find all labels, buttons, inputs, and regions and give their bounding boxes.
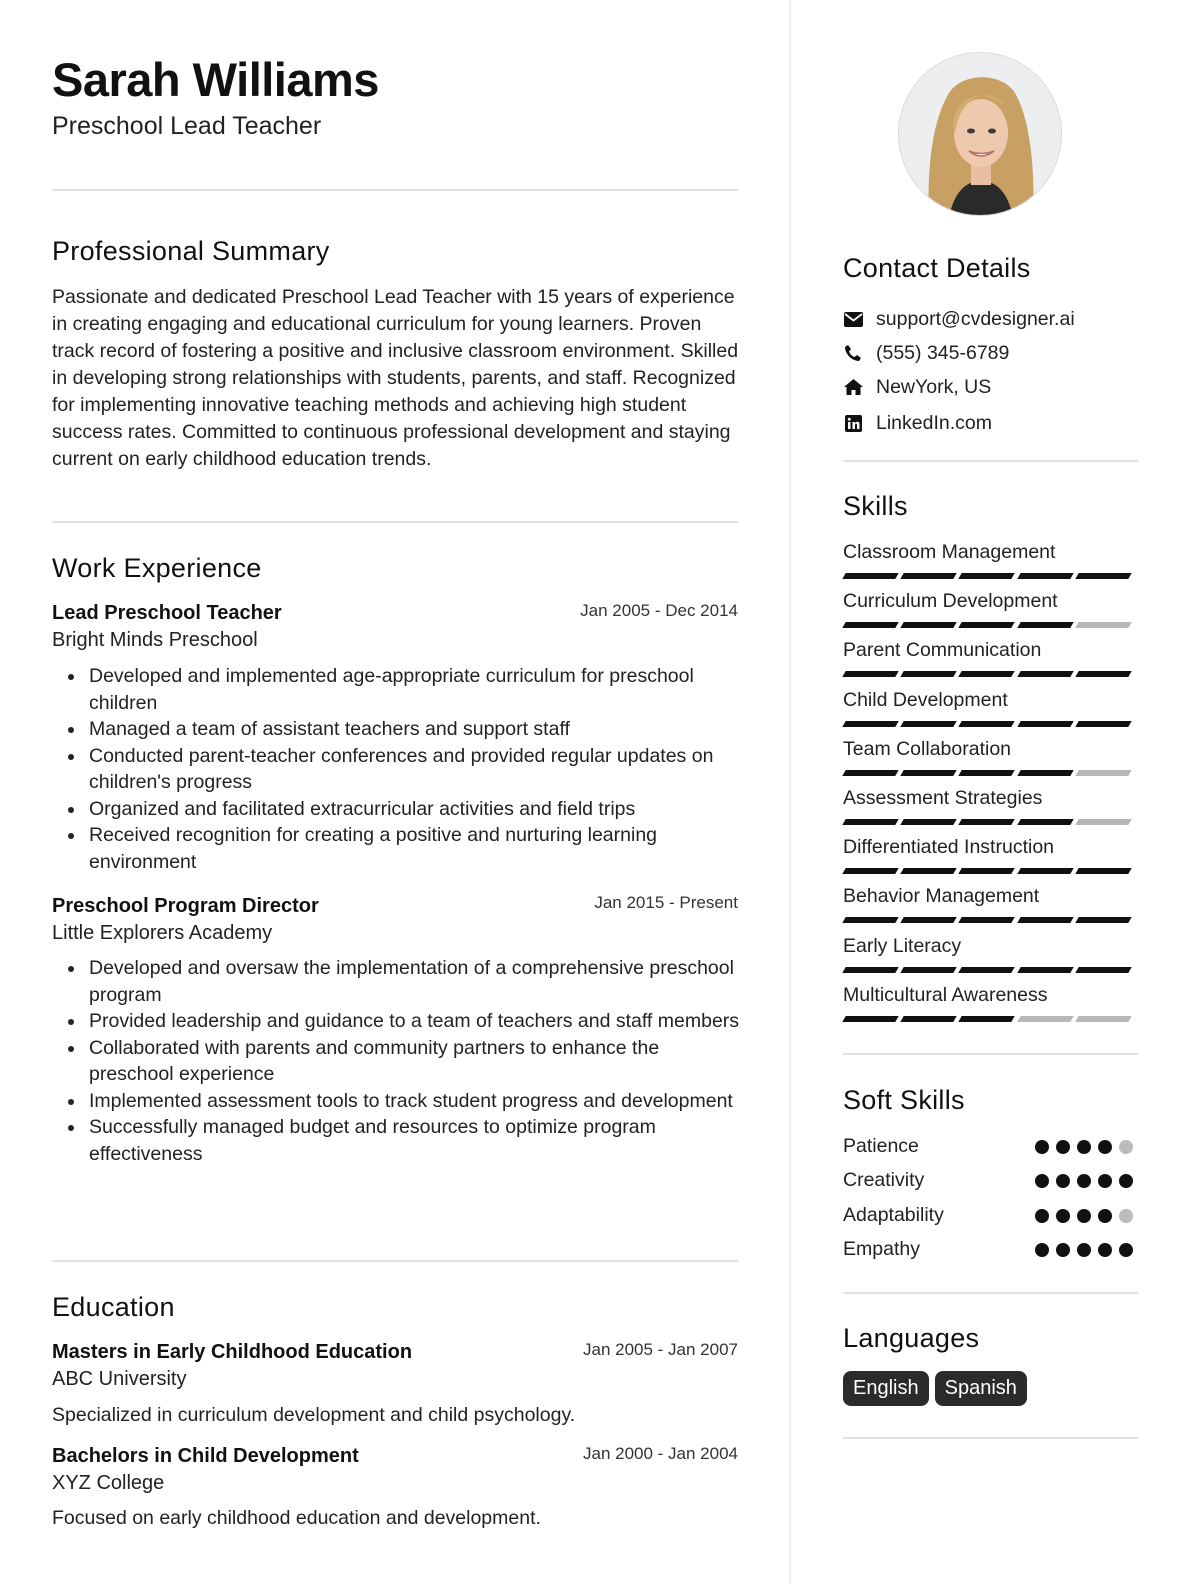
rating-segment-filled: [842, 1016, 899, 1022]
contact-location: [843, 373, 991, 401]
rating-segment-filled: [900, 671, 957, 677]
rating-segment-empty: [1075, 770, 1132, 776]
job-title: Lead Preschool Teacher: [52, 602, 282, 624]
rating-dot-filled: [1077, 1174, 1091, 1188]
skill-name: Differentiated Instruction: [843, 836, 1055, 859]
rating-segment-filled: [959, 721, 1016, 727]
rating-dot-filled: [1035, 1243, 1049, 1257]
rating-segment-filled: [842, 917, 899, 923]
rating-dot-filled: [1035, 1209, 1049, 1223]
rating-segment-filled: [959, 1016, 1016, 1022]
divider: [52, 189, 738, 191]
soft-skill-rating: [1035, 1140, 1140, 1154]
rating-segment-filled: [1017, 967, 1074, 973]
rating-segment-filled: [900, 622, 957, 628]
rating-segment-filled: [959, 671, 1016, 677]
soft-skill-rating: [1035, 1243, 1140, 1257]
rating-segment-filled: [1075, 917, 1132, 923]
soft-skill-name: Patience: [843, 1135, 919, 1157]
contact-email[interactable]: [843, 305, 1075, 333]
rating-dot-filled: [1119, 1243, 1133, 1257]
rating-segment-filled: [959, 917, 1016, 923]
rating-dot-filled: [1077, 1243, 1091, 1257]
rating-segment-filled: [900, 917, 957, 923]
rating-segment-filled: [1075, 721, 1132, 727]
experience-heading: Work Experience: [52, 553, 262, 583]
job-bullets: [89, 663, 741, 875]
rating-segment-filled: [1017, 573, 1074, 579]
list-item: Successfully managed budget and resources to optimize program effectiveness: [89, 1114, 741, 1167]
rating-segment-filled: [842, 868, 899, 874]
rating-segment-filled: [1017, 622, 1074, 628]
list-item: Collaborated with parents and community partners to enhance the preschool experience: [89, 1035, 741, 1088]
divider: [843, 1292, 1138, 1294]
rating-dot-filled: [1056, 1140, 1070, 1154]
candidate-name: Sarah Williams: [52, 53, 379, 106]
job-organization: Little Explorers Academy: [52, 922, 273, 944]
rating-dot-filled: [1098, 1174, 1112, 1188]
rating-segment-filled: [842, 573, 899, 579]
rating-segment-filled: [1017, 770, 1074, 776]
candidate-role: Preschool Lead Teacher: [52, 112, 322, 140]
rating-dot-filled: [1098, 1209, 1112, 1223]
language-tag: English: [843, 1371, 929, 1406]
rating-segment-filled: [900, 868, 957, 874]
skill-rating-bar: [844, 770, 1135, 777]
soft-skill-name: Adaptability: [843, 1203, 944, 1226]
summary-text: Passionate and dedicated Preschool Lead Teacher with 15 years of experience in creating engaging and educational curriculum for young learners. Proven track record of fostering a positive and inclusive classroom environment. Skilled in developing strong relationships with students, parents, and staff. Recognized for implementing innovative teaching methods and achieving high student success rates. Committed to continuous professional development and staying current on early childhood education trends.: [52, 286, 739, 470]
skills-heading: Skills: [843, 491, 908, 521]
list-item: Implemented assessment tools to track student progress and development: [89, 1088, 741, 1115]
degree-title: Masters in Early Childhood Education: [52, 1341, 413, 1363]
job-title: Preschool Program Director: [52, 895, 319, 917]
soft-skill-rating: [1035, 1209, 1140, 1223]
skill-name: Team Collaboration: [843, 737, 1012, 760]
education-description: Focused on early childhood education and development.: [52, 1507, 541, 1529]
skill-name: Child Development: [843, 688, 1008, 711]
rating-dot-filled: [1035, 1140, 1049, 1154]
education-heading: Education: [52, 1292, 175, 1322]
skill-rating-bar: [844, 721, 1135, 728]
school-name: ABC University: [52, 1368, 187, 1390]
rating-segment-filled: [842, 967, 899, 973]
rating-dot-filled: [1056, 1243, 1070, 1257]
contact-linkedin[interactable]: [843, 409, 992, 437]
rating-dot-filled: [1056, 1174, 1070, 1188]
list-item: Received recognition for creating a positive and nurturing learning environment: [89, 822, 741, 875]
soft-skill-name: Empathy: [843, 1237, 920, 1260]
divider: [52, 1260, 738, 1262]
rating-dot-filled: [1119, 1174, 1133, 1188]
rating-segment-filled: [1017, 819, 1074, 825]
rating-segment-filled: [959, 573, 1016, 579]
skill-name: Parent Communication: [843, 639, 1042, 662]
rating-segment-empty: [1075, 622, 1132, 628]
contact-heading: Contact Details: [843, 253, 1031, 283]
rating-dot-empty: [1119, 1209, 1133, 1223]
list-item: Provided leadership and guidance to a team of teachers and staff members: [89, 1008, 741, 1035]
phone-icon: [843, 343, 863, 363]
contact-phone[interactable]: [843, 339, 1009, 367]
rating-segment-filled: [842, 770, 899, 776]
column-divider: [789, 0, 791, 1584]
contact-location-text: NewYork, US: [876, 375, 992, 398]
rating-segment-filled: [900, 819, 957, 825]
skill-rating-bar: [844, 622, 1135, 629]
rating-segment-filled: [959, 967, 1016, 973]
rating-segment-filled: [900, 1016, 957, 1022]
list-item: Developed and implemented age-appropriate curriculum for preschool children: [89, 663, 741, 716]
contact-linkedin-text: LinkedIn.com: [876, 411, 992, 434]
list-item: Developed and oversaw the implementation of a comprehensive preschool program: [89, 955, 741, 1008]
rating-segment-filled: [1017, 917, 1074, 923]
languages-heading: Languages: [843, 1323, 980, 1353]
rating-segment-empty: [1075, 819, 1132, 825]
rating-segment-filled: [900, 770, 957, 776]
contact-phone-text: (555) 345-6789: [876, 341, 1010, 364]
degree-title: Bachelors in Child Development: [52, 1445, 359, 1467]
rating-segment-filled: [842, 671, 899, 677]
list-item: Managed a team of assistant teachers and support staff: [89, 716, 741, 743]
rating-segment-filled: [1017, 868, 1074, 874]
rating-segment-filled: [959, 770, 1016, 776]
skill-name: Multicultural Awareness: [843, 983, 1048, 1006]
list-item: Organized and facilitated extracurricular activities and field trips: [89, 796, 741, 823]
rating-segment-filled: [959, 819, 1016, 825]
skill-name: Classroom Management: [843, 541, 1056, 563]
rating-segment-filled: [842, 819, 899, 825]
rating-dot-filled: [1056, 1209, 1070, 1223]
rating-segment-filled: [959, 868, 1016, 874]
job-organization: Bright Minds Preschool: [52, 629, 258, 651]
linkedin-icon: [843, 413, 863, 433]
rating-segment-empty: [1075, 1016, 1132, 1022]
rating-segment-filled: [900, 721, 957, 727]
job-dates: Jan 2005 - Dec 2014: [580, 601, 738, 620]
job-dates: Jan 2015 - Present: [594, 893, 738, 912]
rating-dot-filled: [1077, 1209, 1091, 1223]
skill-rating-bar: [844, 868, 1135, 875]
divider: [843, 1437, 1138, 1439]
rating-dot-filled: [1098, 1243, 1112, 1257]
profile-photo: [898, 52, 1062, 216]
skill-rating-bar: [844, 967, 1135, 974]
rating-dot-empty: [1119, 1140, 1133, 1154]
rating-dot-filled: [1098, 1140, 1112, 1154]
skill-name: Assessment Strategies: [843, 787, 1043, 809]
job-bullets: [89, 955, 741, 1167]
divider: [52, 521, 738, 523]
education-dates: Jan 2000 - Jan 2004: [582, 1444, 738, 1463]
envelope-icon: [843, 309, 863, 329]
school-name: XYZ College: [52, 1472, 165, 1494]
divider: [843, 1053, 1138, 1055]
education-description: Specialized in curriculum development and child psychology.: [52, 1404, 576, 1426]
summary-heading: Professional Summary: [52, 236, 330, 266]
rating-segment-empty: [1017, 1016, 1074, 1022]
soft-skill-name: Creativity: [843, 1169, 925, 1192]
skill-name: Behavior Management: [843, 885, 1040, 908]
list-item: Conducted parent-teacher conferences and provided regular updates on children's progress: [89, 743, 741, 796]
education-dates: Jan 2005 - Jan 2007: [582, 1340, 738, 1359]
rating-segment-filled: [1075, 868, 1132, 874]
home-icon: [843, 377, 863, 397]
rating-dot-filled: [1077, 1140, 1091, 1154]
rating-segment-filled: [1017, 721, 1074, 727]
skill-name: Curriculum Development: [843, 590, 1058, 613]
soft-skill-rating: [1035, 1174, 1140, 1188]
skill-rating-bar: [844, 819, 1135, 826]
skill-name: Early Literacy: [843, 934, 962, 957]
skill-rating-bar: [844, 917, 1135, 924]
rating-segment-filled: [1075, 671, 1132, 677]
language-tag: Spanish: [935, 1371, 1027, 1406]
contact-email-text: support@cvdesigner.ai: [876, 307, 1075, 330]
rating-dot-filled: [1035, 1174, 1049, 1188]
skill-rating-bar: [844, 573, 1135, 580]
rating-segment-filled: [959, 622, 1016, 628]
skill-rating-bar: [844, 671, 1135, 678]
skill-rating-bar: [844, 1016, 1135, 1023]
rating-segment-filled: [842, 622, 899, 628]
rating-segment-filled: [900, 967, 957, 973]
soft-skills-heading: Soft Skills: [843, 1085, 965, 1115]
rating-segment-filled: [1075, 573, 1132, 579]
divider: [843, 460, 1138, 462]
languages-list: [843, 1371, 1033, 1406]
rating-segment-filled: [1017, 671, 1074, 677]
rating-segment-filled: [1075, 967, 1132, 973]
rating-segment-filled: [842, 721, 899, 727]
rating-segment-filled: [900, 573, 957, 579]
